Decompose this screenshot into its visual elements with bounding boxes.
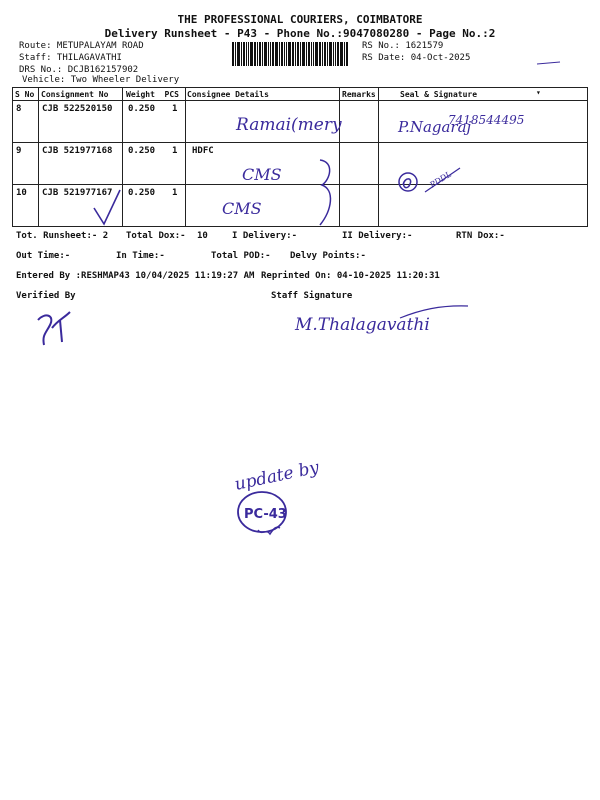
handwritten-consignee-row9: CMS <box>242 165 282 184</box>
table-row-consignee: HDFC <box>192 146 214 156</box>
table-row-pcs: 1 <box>172 146 178 156</box>
table-row-sno: 10 <box>16 188 27 198</box>
handwritten-brace <box>320 160 330 225</box>
staff-signature-label: Staff Signature <box>271 291 353 301</box>
in-time: In Time:- <box>116 251 165 261</box>
staff-label: Staff: THILAGAVATHI <box>19 53 122 63</box>
header-remarks: Remarks <box>342 90 376 99</box>
seal-scribble <box>403 179 411 188</box>
total-dox-value: 10 <box>197 231 208 241</box>
table-row-sno: 8 <box>16 104 22 114</box>
handwritten-update-note: update by <box>232 457 321 495</box>
table-row-pcs: 1 <box>172 188 178 198</box>
drs-number: DRS No.: DCJB162157902 <box>19 65 139 75</box>
handwritten-signature-phone: 7418544495 <box>448 113 525 127</box>
header-pen-mark <box>537 62 560 64</box>
total-runsheet: Tot. Runsheet:- 2 <box>16 231 109 241</box>
reprinted-on: Reprinted On: 04-10-2025 11:20:31 <box>261 271 440 281</box>
header-mark: ▾ <box>536 88 541 97</box>
header-consignee: Consignee Details <box>187 90 269 99</box>
handwritten-check-mark <box>94 190 120 224</box>
handwritten-consignee-row10: CMS <box>222 199 262 218</box>
seal-circle <box>399 173 417 191</box>
route-label: Route: METUPALAYAM ROAD <box>19 41 144 51</box>
header-sno: S No <box>15 90 35 99</box>
rs-number: RS No.: 1621579 <box>362 41 444 51</box>
table-row-sno: 9 <box>16 146 22 156</box>
entered-by: Entered By :RESHMAP43 10/04/2025 11:19:27 AM <box>16 271 255 281</box>
i-delivery: I Delivery:- <box>232 231 298 241</box>
verified-by-label: Verified By <box>16 291 76 301</box>
staff-signature-handwriting: M.Thalagavathi <box>295 315 430 335</box>
runsheet-subtitle: Delivery Runsheet - P43 - Phone No.:9047080280 - Page No.:2 <box>104 27 496 40</box>
circle-stamp-text: PC-43 <box>244 507 287 522</box>
out-time: Out Time:- <box>16 251 71 261</box>
header-seal-signature: Seal & Signature <box>400 90 478 99</box>
company-title: THE PROFESSIONAL COURIERS, COIMBATORE <box>177 13 423 26</box>
handwritten-signature-name: P.Nagaraj <box>398 118 472 136</box>
rs-date: RS Date: 04-Oct-2025 <box>362 53 471 63</box>
header-weight-pcs: Weight PCS <box>126 90 179 99</box>
seal-stamp-text: PDDL <box>428 169 454 190</box>
vehicle-label: Vehicle: Two Wheeler Delivery <box>22 75 180 85</box>
handwritten-consignee-row8: Ramai(mery <box>236 115 342 135</box>
table-row-consignment: CJB 521977167 <box>42 188 113 198</box>
total-dox-label: Total Dox:- <box>126 231 186 241</box>
table-row-consignment: CJB 522520150 <box>42 104 113 114</box>
header-consignment: Consignment No <box>41 90 109 99</box>
table-row-consignment: CJB 521977168 <box>42 146 113 156</box>
table-row-weight: 0.250 <box>128 104 156 114</box>
rtn-dox: RTN Dox:- <box>456 231 505 241</box>
table-row-pcs: 1 <box>172 104 178 114</box>
table-row-weight: 0.250 <box>128 146 156 156</box>
ii-delivery: II Delivery:- <box>342 231 413 241</box>
total-pod: Total POD:- <box>211 251 271 261</box>
table-row-weight: 0.250 <box>128 188 156 198</box>
verified-by-signature <box>38 312 70 345</box>
delvy-points: Delvy Points:- <box>290 251 366 261</box>
